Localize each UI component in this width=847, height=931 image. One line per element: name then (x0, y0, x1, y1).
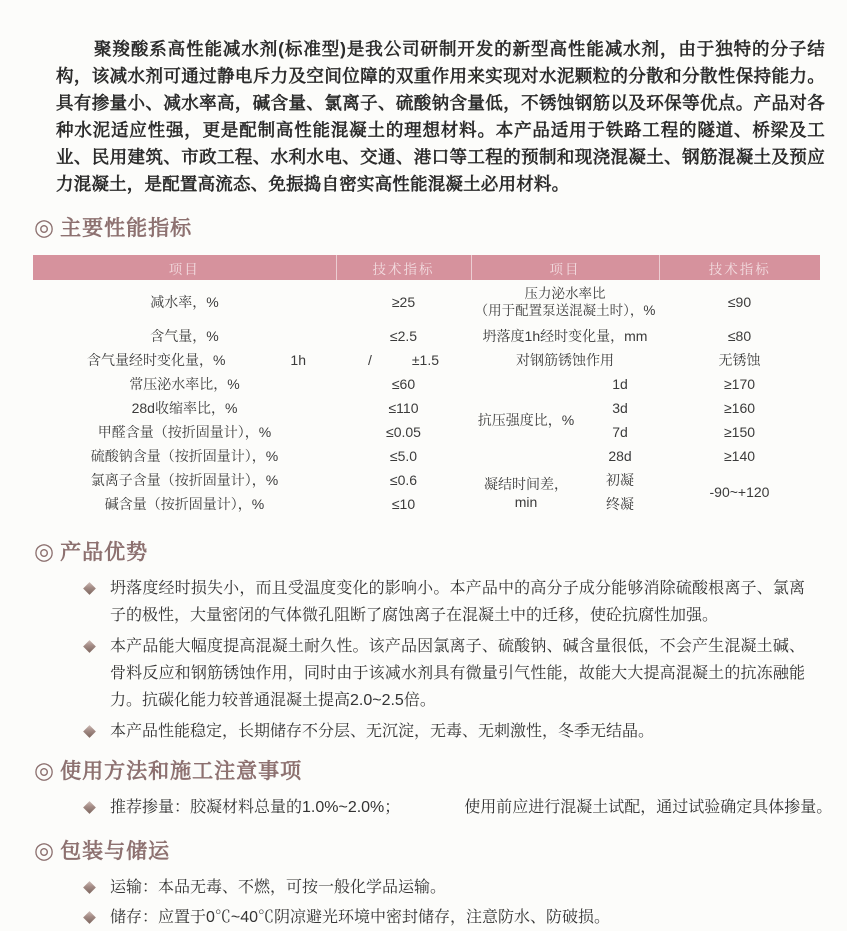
diamond-bullet-icon (83, 911, 96, 924)
header-item-right: 项目 (471, 255, 659, 280)
age-28d-value: ≥140 (723, 448, 756, 464)
packing-list (0, 874, 847, 931)
intro-paragraph: 聚羧酸系高性能减水剂(标准型)是我公司研制开发的新型高性能减水剂，由于独特的分子结构，该减水剂可通过静电斥力及空间位障的双重作用来实现对水泥颗粒的分散和分散性保持能力。具有掺量小、减水率高，碱含量、氯离子、硫酸钠含量低，不锈蚀钢筋以及环保等优点。产品对各种水泥适应性强，更是配制高性能混凝土的理想材料。本产品适用于铁路工程的隧道、桥梁及工业、民用建筑、市政工程、水利水电、交通、港口等工程的预制和现浇混凝土、钢筋混凝土及预应力混凝土，是配置高流态、免振捣自密实高性能混凝土必用材料。 (56, 39, 825, 194)
steel-corrosion-value: 无锈蚀 (718, 352, 761, 368)
section-heading-advantages (34, 536, 847, 566)
alkali-content-value: ≤10 (391, 496, 416, 512)
slump-change-1h-value: ≤80 (727, 328, 752, 344)
compressive-strength-ratio-label: 抗压强度比，% (477, 412, 575, 428)
shrinkage-ratio-28d-value: ≤110 (388, 400, 419, 416)
formaldehyde-content-value: ≤0.05 (386, 424, 421, 440)
pressure-bleeding-ratio-line1: 压力泌水率比 (524, 286, 606, 301)
header-index-right: 技术指标 (659, 255, 820, 280)
air-content-value: ≤2.5 (389, 328, 418, 344)
diamond-bullet-icon (83, 725, 96, 738)
trial-mix-note-text: 使用前应进行混凝土试配，通过试验确定具体掺量。 (464, 799, 833, 816)
advantage-text: 坍落度经时损失小，而且受温度变化的影响小。本产品中的高分子成分能够消除硫酸根离子、氯离子的极性，大量密闭的气体微孔阻断了腐蚀离子在混凝土中的迁移，使砼抗腐性加强。 (110, 580, 805, 624)
table-row (33, 396, 820, 420)
product-datasheet-page (0, 36, 847, 926)
initial-setting-label: 初凝 (606, 472, 634, 488)
storage-text: 储存：应置于0℃~40℃阴凉避光环境中密封储存，注意防水、防破损。 (110, 909, 611, 926)
sodium-sulfate-content-label: 硫酸钠含量（按折固量计），% (90, 448, 279, 464)
diamond-bullet-icon (83, 801, 96, 814)
list-item (85, 874, 805, 901)
atmospheric-bleeding-ratio-value: ≤60 (391, 376, 416, 392)
air-content-label: 含气量，% (150, 328, 219, 344)
water-reduction-rate-label: 减水率，% (150, 294, 219, 310)
header-item-left: 项目 (33, 255, 336, 280)
slump-change-1h-label: 坍落度1h经时变化量，mm (482, 328, 648, 344)
setting-time-difference-label: 凝结时间差，min (484, 476, 568, 510)
setting-time-difference-value: -90~+120 (709, 484, 770, 500)
age-7d-label: 7d (612, 424, 628, 440)
pressure-bleeding-ratio-label (471, 280, 659, 324)
section-heading-usage (34, 755, 847, 785)
advantage-text: 本产品性能稳定，长期储存不分层、无沉淀，无毒、无刺激性，冬季无结晶。 (110, 723, 655, 740)
usage-dosage-line (85, 794, 833, 821)
advantages-list (0, 575, 847, 745)
section-heading-performance (34, 212, 847, 242)
double-circle-icon: ◎ (34, 213, 55, 240)
chloride-content-value: ≤0.6 (389, 472, 418, 488)
header-index-left: 技术指标 (336, 255, 471, 280)
section-heading-packing (34, 835, 847, 865)
slash-separator: / (367, 352, 372, 368)
age-1d-value: ≥170 (723, 376, 756, 392)
performance-section-title: 主要性能指标 (60, 217, 193, 240)
usage-section-title: 使用方法和施工注意事项 (60, 760, 303, 783)
list-item (85, 575, 805, 629)
final-setting-label: 终凝 (606, 496, 634, 512)
alkali-content-label: 碱含量（按折固量计），% (104, 496, 265, 512)
steel-corrosion-label: 对钢筋锈蚀作用 (516, 352, 614, 368)
packing-section-title: 包装与储运 (60, 840, 171, 863)
table-header-row (33, 255, 820, 280)
air-content-change-text: 含气量经时变化量，% (87, 352, 226, 368)
table-row (33, 468, 820, 492)
atmospheric-bleeding-ratio-label: 常压泌水率比，% (129, 376, 240, 392)
list-item (85, 633, 805, 714)
performance-spec-table (33, 255, 820, 516)
age-7d-value: ≥150 (723, 424, 756, 440)
advantage-text: 本产品能大幅度提高混凝土耐久性。该产品因氯离子、硫酸钠、碱含量很低，不会产生混凝土碱、骨料反应和钢筋锈蚀作用，同时由于该减水剂具有微量引气性能，故能大大提高混凝土的抗冻融能力。抗碳化能力较普通混凝土提高2.0~2.5倍。 (110, 638, 805, 709)
pressure-bleeding-ratio-line2: （用于配置泵送混凝土时），% (474, 303, 656, 318)
diamond-bullet-icon (83, 640, 96, 653)
pressure-bleeding-ratio-value: ≤90 (727, 294, 752, 310)
formaldehyde-content-label: 甲醛含量（按折固量计），% (97, 424, 272, 440)
diamond-bullet-icon (83, 582, 96, 595)
table-row (33, 444, 820, 468)
table-row (33, 372, 820, 396)
chloride-content-label: 氯离子含量（按折固量计），% (90, 472, 279, 488)
double-circle-icon: ◎ (34, 836, 55, 863)
age-3d-label: 3d (612, 400, 628, 416)
table-row (33, 324, 820, 348)
shrinkage-ratio-28d-label: 28d收缩率比，% (131, 400, 238, 416)
air-content-change-value (336, 348, 471, 372)
list-item (85, 718, 805, 745)
advantages-section-title: 产品优势 (60, 541, 149, 564)
age-3d-value: ≥160 (723, 400, 756, 416)
double-circle-icon: ◎ (34, 537, 55, 564)
age-28d-label: 28d (608, 448, 632, 464)
sodium-sulfate-content-value: ≤5.0 (389, 448, 418, 464)
table-row (33, 280, 820, 324)
table-row (33, 348, 820, 372)
air-content-change-number: ±1.5 (411, 352, 439, 368)
table-row (33, 420, 820, 444)
air-content-change-time: 1h (290, 352, 306, 368)
double-circle-icon: ◎ (34, 756, 55, 783)
water-reduction-rate-value: ≥25 (391, 294, 416, 310)
air-content-change-label (33, 348, 336, 372)
list-item (85, 904, 805, 931)
age-1d-label: 1d (612, 376, 628, 392)
recommended-dosage-text: 推荐掺量：胶凝材料总量的1.0%~2.0%； (110, 799, 401, 816)
transport-text: 运输：本品无毒、不燃，可按一般化学品运输。 (110, 879, 447, 896)
diamond-bullet-icon (83, 881, 96, 894)
